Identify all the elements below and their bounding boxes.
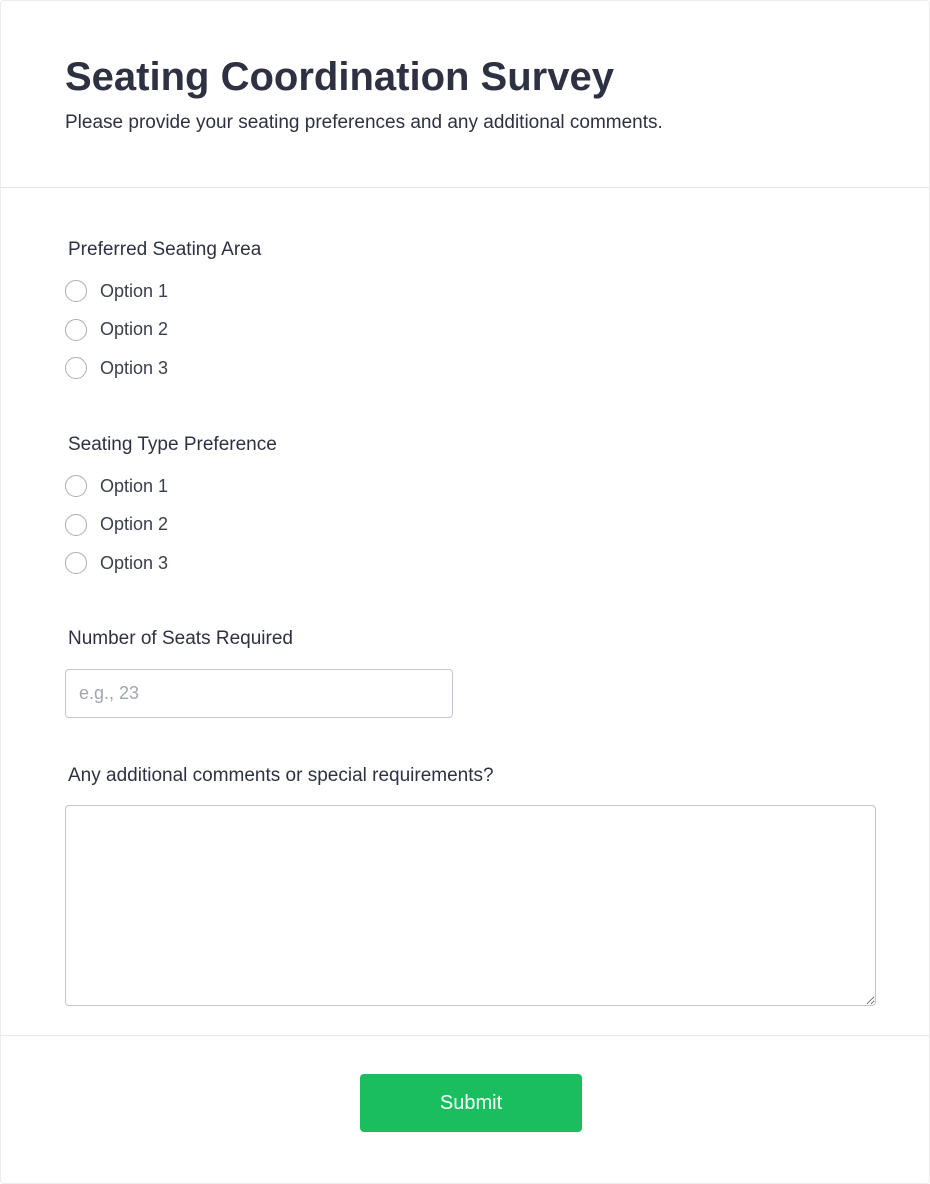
comments-group (65, 764, 494, 788)
seating-area-option-2[interactable] (65, 311, 261, 350)
seating-type-option-3[interactable] (65, 544, 277, 583)
seating-area-option-3-label: Option 3 (100, 357, 169, 378)
seating-type-label: Seating Type Preference (68, 434, 277, 455)
seating-area-option-2-label: Option 2 (100, 319, 169, 340)
page-subtitle: Please provide your seating preferences and any additional comments. (65, 112, 663, 133)
seating-type-option-3-label: Option 3 (100, 552, 169, 573)
seating-type-radio-3[interactable] (65, 552, 87, 574)
seating-area-option-3[interactable] (65, 349, 261, 388)
seats-required-label: Number of Seats Required (68, 628, 293, 649)
page-title: Seating Coordination Survey (65, 55, 614, 99)
seating-area-radio-2[interactable] (65, 319, 87, 341)
seating-area-radio-3[interactable] (65, 357, 87, 379)
comments-textarea[interactable] (65, 805, 876, 1006)
seating-area-radio-1[interactable] (65, 280, 87, 302)
seating-type-option-2[interactable] (65, 506, 277, 545)
seating-area-option-1-label: Option 1 (100, 280, 169, 301)
seating-area-group (65, 238, 261, 388)
comments-label: Any additional comments or special requirements? (68, 765, 494, 786)
survey-form (1, 188, 929, 1036)
submit-button[interactable]: Submit (360, 1074, 582, 1132)
seating-area-option-1[interactable] (65, 272, 261, 311)
seats-required-group (65, 627, 293, 651)
seating-type-option-1-label: Option 1 (100, 475, 169, 496)
seating-type-options (65, 467, 277, 583)
seating-type-option-2-label: Option 2 (100, 514, 169, 535)
seating-area-options (65, 272, 261, 388)
survey-footer (1, 1036, 929, 1182)
seating-type-group (65, 433, 277, 583)
seating-type-radio-1[interactable] (65, 475, 87, 497)
seating-type-option-1[interactable] (65, 467, 277, 506)
seating-type-radio-2[interactable] (65, 514, 87, 536)
seating-area-label: Preferred Seating Area (68, 239, 262, 260)
survey-header (1, 1, 929, 188)
seats-required-input[interactable] (65, 669, 453, 718)
